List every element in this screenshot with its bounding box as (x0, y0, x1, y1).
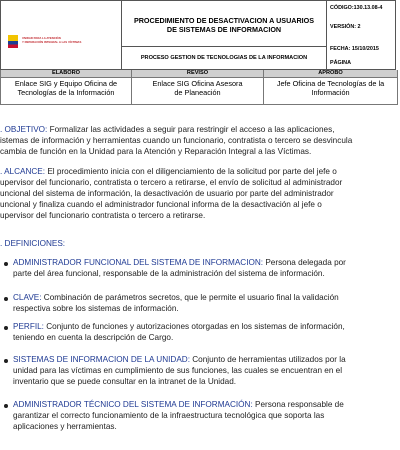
objetivo-section: . OBJETIVO: Formalizar las actividades a seguir para restringir el acceso a las aplicaciones, istemas de información y herramientas cuando un funcionario, contratista o tercero se desvincula cambia de función en la Unidad para la Atención y Reparación Integral a las Víctimas. (0, 125, 353, 156)
bullet-icon (4, 297, 8, 301)
alcance-label: . ALCANCE: (0, 167, 46, 176)
aprobo-column: APROBO Jefe Oficina de Tecnologías de la Información (263, 70, 398, 105)
objetivo-label: . OBJETIVO: (0, 125, 48, 134)
definiciones-heading: . DEFINICIONES: (0, 239, 66, 248)
definition-term: ADMINISTRADOR TÉCNICO DEL SISTEMA DE INFORMACIÓN: (13, 400, 253, 409)
definition-item: SISTEMAS DE INFORMACION DE LA UNIDAD: Conjunto de herramientas utilizados por la unidad para las víctimas en cumplimiento de sus funciones, las cuales se encuentran en el inventario que se puede consultar en la intranet de la Unidad. (13, 355, 346, 386)
definition-term: PERFIL: (13, 322, 44, 331)
colombia-emblem-icon (8, 35, 18, 48)
definition-item: CLAVE: Combinación de parámetros secretos, que le permite el usuario final la validación respectiva sobre los sistemas de información. (13, 293, 339, 313)
pagina: PÁGINA (330, 60, 351, 66)
definition-item: ADMINISTRADOR FUNCIONAL DEL SISTEMA DE INFORMACION: Persona delegada por parte del área funcional, responsable de la administración del sistema de información. (13, 258, 346, 278)
aprobo-header: APROBO (264, 70, 397, 78)
bullet-icon (4, 326, 8, 330)
fecha: FECHA: 15/10/2015 (330, 46, 379, 52)
document-title: PROCEDIMIENTO DE DESACTIVACION A USUARIOS DE SISTEMAS DE INFORMACION (121, 0, 327, 47)
codigo: CÓDIGO:130.13.08-4 (330, 5, 383, 11)
approval-table (0, 70, 398, 105)
definition-term: SISTEMAS DE INFORMACION DE LA UNIDAD: (13, 355, 190, 364)
bullet-icon (4, 262, 8, 266)
process-name: PROCESO GESTION DE TECNOLOGIAS DE LA INFORMACION (121, 46, 327, 70)
definition-term: ADMINISTRADOR FUNCIONAL DEL SISTEMA DE INFORMACION: (13, 258, 264, 267)
logo-cell (0, 0, 122, 70)
document-metadata (326, 0, 396, 70)
definition-item: ADMINISTRADOR TÉCNICO DEL SISTEMA DE INFORMACIÓN: Persona responsable de garantizar el correcto funcionamiento de la infraestructura tecnológica que soporta las aplicaciones y herramientas. (13, 400, 344, 431)
elaboro-column: ELABORO Enlace SIG y Equipo Oficina de Tecnologías de la Información (0, 70, 132, 105)
alcance-section: . ALCANCE: El procedimiento inicia con el diligenciamiento de la solicitud por parte del jefe o upervisor del funcionario, contratista o tercero a retirarse, el envío de solicitud al administrador uncional del sistema de información, la desactivación de usuario por parte del administrador uncional y finaliza cuando el administrador funcional informa de la desactivación al jefe o upervisor del funcionario contratista o tercero a retirarse. (0, 167, 343, 220)
logo-text: UNIDAD PARA LA ATENCIÓN Y REPARACIÓN INTEGRAL A LAS VÍCTIMAS (22, 36, 82, 44)
elaboro-header: ELABORO (1, 70, 131, 78)
bullet-icon (4, 359, 8, 363)
definition-item: PERFIL: Conjunto de funciones y autorizaciones otorgadas en los sistemas de información, teniendo en cuenta la descripción de Cargo. (13, 322, 345, 342)
reviso-column: REVISO Enlace SIG Oficina Asesora de Planeación (131, 70, 264, 105)
bullet-icon (4, 404, 8, 408)
definition-term: CLAVE: (13, 293, 42, 302)
reviso-header: REVISO (132, 70, 263, 78)
document-header (0, 0, 396, 70)
version: VERSIÓN: 2 (330, 24, 361, 30)
